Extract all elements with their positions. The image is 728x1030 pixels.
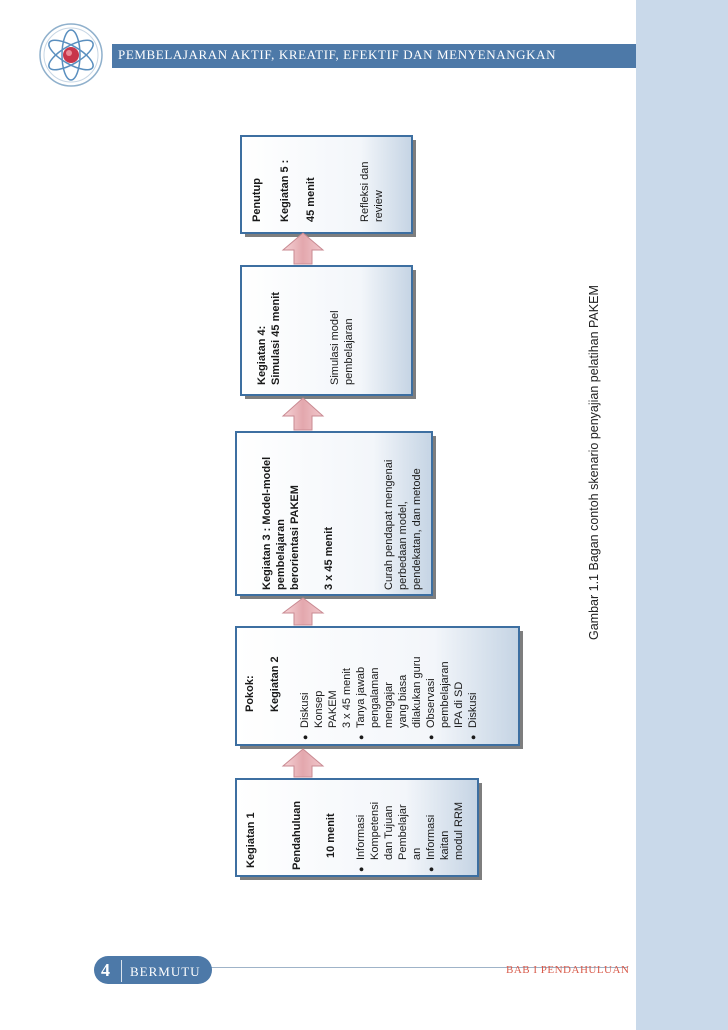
box-2-bullet-4: ● Diskusi (466, 630, 480, 728)
box-5-duration: 45 menit (305, 177, 317, 222)
box-1-bullet-1: ● Informasi Kompetensi dan Tujuan Pembelajar an (354, 782, 424, 860)
box-2-subtitle: Kegiatan 2 (269, 656, 281, 712)
box-2-bullet-2: ● Tanya jawab pengalaman mengajar yang biasa dilakukan guru (354, 630, 424, 728)
arrow-up-2 (283, 598, 323, 625)
box-3-title: Kegiatan 3 : Model-model pembelajaran berorientasi PAKEM (261, 456, 301, 590)
figure-caption: Gambar 1.1 Bagan contoh skenario penyajian pelatihan PAKEM (587, 285, 601, 640)
box-4-title: Kegiatan 4: Simulasi 45 menit (256, 292, 282, 385)
box-2-title: Pokok: (244, 675, 256, 712)
box-2-bullet-3: ● Observasi pembelajaran IPA di SD (424, 630, 466, 728)
box-2-bullet-1: ● Diskusi Konsep PAKEM 3 x 45 menit (298, 630, 354, 728)
box-1-duration (324, 778, 354, 858)
box-1-subtitle: Pendahuluan (291, 800, 303, 870)
footer-divider (121, 960, 122, 982)
arrow-up-3 (283, 398, 323, 430)
footer-chapter: BAB I PENDAHULUAN (506, 964, 630, 976)
footer-brand: BERMUTU (130, 964, 201, 979)
arrow-up-1 (283, 749, 323, 777)
box-3-desc: Curah pendapat mengenai perbedaan model, pendekatan, dan metode (383, 459, 423, 590)
page-number: 4 (101, 960, 110, 980)
box-1-duration-text: 10 menit (325, 813, 337, 858)
box-3-duration: 3 x 45 menit (323, 527, 335, 590)
box-1-bullets (354, 782, 484, 872)
arrow-up-4 (283, 233, 323, 264)
box-1-bullet-2: ● Informasi kaitan modul RRM (424, 782, 466, 860)
header-title: PEMBELAJARAN AKTIF, KREATIF, EFEKTIF DAN MENYENANGKAN (118, 47, 557, 62)
box-1-title: Kegiatan 1 (245, 812, 257, 868)
box-5-subtitle: Kegiatan 5 : (279, 159, 291, 222)
box-4-desc: Simulasi model pembelajaran (329, 310, 355, 385)
box-5-title: Penutup (251, 178, 263, 222)
box-2-bullets (298, 630, 518, 740)
box-5-desc: Refleksi dan review (359, 161, 385, 222)
